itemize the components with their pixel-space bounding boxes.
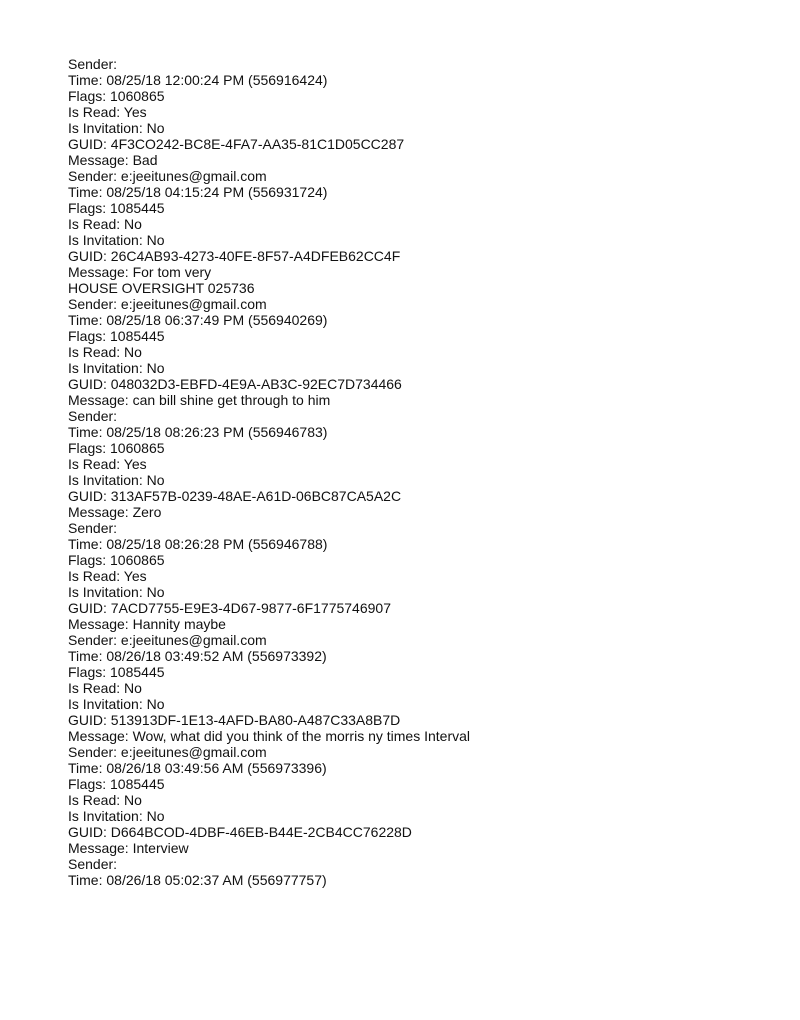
log-line: Flags: 1060865 [68, 440, 165, 456]
log-line: GUID: 048032D3-EBFD-4E9A-AB3C-92EC7D734466 [68, 376, 402, 392]
log-line: Is Read: Yes [68, 104, 147, 120]
message-log [68, 56, 768, 888]
log-line: Flags: 1060865 [68, 88, 165, 104]
log-line: Sender: [68, 856, 118, 872]
log-line: Is Read: No [68, 216, 142, 232]
log-line: Time: 08/25/18 04:15:24 PM (556931724) [68, 184, 328, 200]
log-line: Time: 08/26/18 03:49:52 AM (556973392) [68, 648, 327, 664]
log-line: Is Invitation: No [68, 808, 165, 824]
log-line: Flags: 1085445 [68, 328, 165, 344]
log-line: Message: For tom very [68, 264, 212, 280]
log-line: GUID: 7ACD7755-E9E3-4D67-9877-6F1775746907 [68, 600, 391, 616]
log-line: Message: Interview [68, 840, 189, 856]
log-line: Sender: [68, 408, 118, 424]
log-line: Is Read: Yes [68, 456, 147, 472]
log-line: GUID: 513913DF-1E13-4AFD-BA80-A487C33A8B7D [68, 712, 401, 728]
log-line: Sender: e:jeeitunes@gmail.com [68, 296, 267, 312]
log-line: Sender: e:jeeitunes@gmail.com [68, 168, 267, 184]
log-line: Is Read: Yes [68, 568, 147, 584]
log-line: GUID: 313AF57B-0239-48AE-A61D-06BC87CA5A2C [68, 488, 402, 504]
log-line: Message: Zero [68, 504, 162, 520]
log-line: Is Invitation: No [68, 360, 165, 376]
log-line: Is Invitation: No [68, 472, 165, 488]
log-line: GUID: D664BCOD-4DBF-46EB-B44E-2CB4CC76228D [68, 824, 412, 840]
log-line: Time: 08/25/18 12:00:24 PM (556916424) [68, 72, 328, 88]
log-line: GUID: 26C4AB93-4273-40FE-8F57-A4DFEB62CC4F [68, 248, 401, 264]
log-line: Flags: 1085445 [68, 664, 165, 680]
log-line: Message: Bad [68, 152, 158, 168]
log-line: Time: 08/26/18 05:02:37 AM (556977757) [68, 872, 327, 888]
log-line: Is Read: No [68, 344, 142, 360]
log-line: Is Read: No [68, 792, 142, 808]
log-line: Time: 08/26/18 03:49:56 AM (556973396) [68, 760, 327, 776]
bates-stamp: HOUSE OVERSIGHT 025736 [68, 280, 255, 296]
log-line: Message: can bill shine get through to him [68, 392, 331, 408]
log-line: Sender: [68, 520, 118, 536]
log-line: Message: Wow, what did you think of the morris ny times Interval [68, 728, 471, 744]
log-line: GUID: 4F3CO242-BC8E-4FA7-AA35-81C1D05CC287 [68, 136, 405, 152]
log-line: Flags: 1085445 [68, 776, 165, 792]
log-line: Is Invitation: No [68, 696, 165, 712]
log-line: Sender: [68, 56, 118, 72]
log-line: Sender: e:jeeitunes@gmail.com [68, 744, 267, 760]
log-line: Flags: 1060865 [68, 552, 165, 568]
log-line: Time: 08/25/18 08:26:23 PM (556946783) [68, 424, 328, 440]
log-line: Sender: e:jeeitunes@gmail.com [68, 632, 267, 648]
log-line: Is Invitation: No [68, 120, 165, 136]
log-line: Message: Hannity maybe [68, 616, 226, 632]
log-line: Time: 08/25/18 08:26:28 PM (556946788) [68, 536, 328, 552]
log-line: Is Invitation: No [68, 584, 165, 600]
log-line: Flags: 1085445 [68, 200, 165, 216]
log-line: Is Invitation: No [68, 232, 165, 248]
log-line: Is Read: No [68, 680, 142, 696]
log-line: Time: 08/25/18 06:37:49 PM (556940269) [68, 312, 328, 328]
